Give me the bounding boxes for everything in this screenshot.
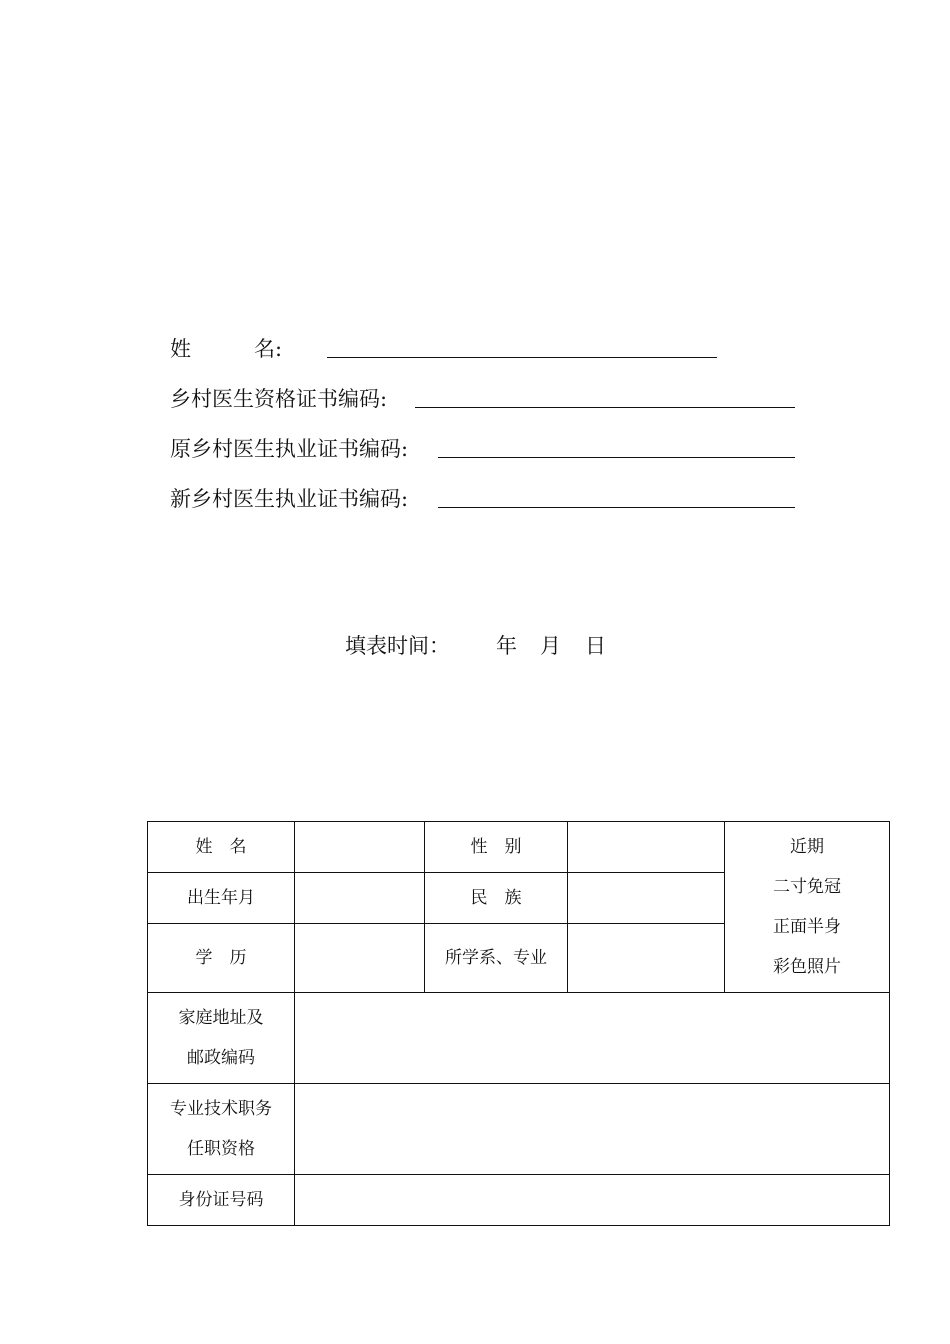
fill-date-day: 日 [585,634,606,658]
education-value-cell[interactable] [295,924,425,993]
qualification-cert-underline[interactable] [415,407,795,408]
applicant-info-table [147,821,890,1226]
ethnicity-value-cell[interactable] [568,873,725,924]
old-practice-cert-underline[interactable] [438,457,795,458]
new-practice-cert-field [170,487,800,513]
qualification-cert-field [170,387,800,413]
id-label: 身份证号码 [178,1190,264,1210]
title-label-cell [148,1084,295,1175]
photo-line-4: 彩色照片 [773,957,841,977]
title-label: 专业技术职务 任职资格 [170,1099,272,1159]
id-value-cell[interactable] [295,1175,890,1226]
birth-label: 出生年月 [187,888,255,908]
photo-line-2: 二寸免冠 [773,877,841,897]
old-practice-cert-label: 原乡村医生执业证书编码: [170,437,409,461]
qualification-cert-label: 乡村医生资格证书编码: [170,387,388,411]
gender-label-cell [425,822,568,873]
ethnicity-label: 民 族 [470,888,522,908]
name-field-underline[interactable] [327,357,717,358]
major-label: 所学系、专业 [445,948,547,968]
photo-line-3: 正面半身 [773,917,841,937]
fill-date-year: 年 [496,634,517,658]
birth-label-cell [148,873,295,924]
id-label-cell [148,1175,295,1226]
education-label-cell [148,924,295,993]
birth-value-cell[interactable] [295,873,425,924]
photo-cell[interactable] [725,822,890,993]
gender-value-cell[interactable] [568,822,725,873]
name-label-cell [148,822,295,873]
address-value-cell[interactable] [295,993,890,1084]
new-practice-cert-label: 新乡村医生执业证书编码: [170,487,409,511]
gender-label: 性 别 [470,837,522,857]
name-label: 姓 名 [195,837,247,857]
education-label: 学 历 [195,948,247,968]
name-value-cell[interactable] [295,822,425,873]
address-label: 家庭地址及 邮政编码 [178,1008,264,1068]
major-label-cell [425,924,568,993]
title-value-cell[interactable] [295,1084,890,1175]
major-value-cell[interactable] [568,924,725,993]
ethnicity-label-cell [425,873,568,924]
new-practice-cert-underline[interactable] [438,507,795,508]
old-practice-cert-field [170,437,800,463]
photo-line-1: 近期 [790,837,824,857]
fill-date-month: 月 [540,634,561,658]
fill-date-label: 填表时间： [345,634,450,658]
name-field-label: 姓 名: [170,337,283,361]
address-label-cell [148,993,295,1084]
name-field [170,337,730,363]
